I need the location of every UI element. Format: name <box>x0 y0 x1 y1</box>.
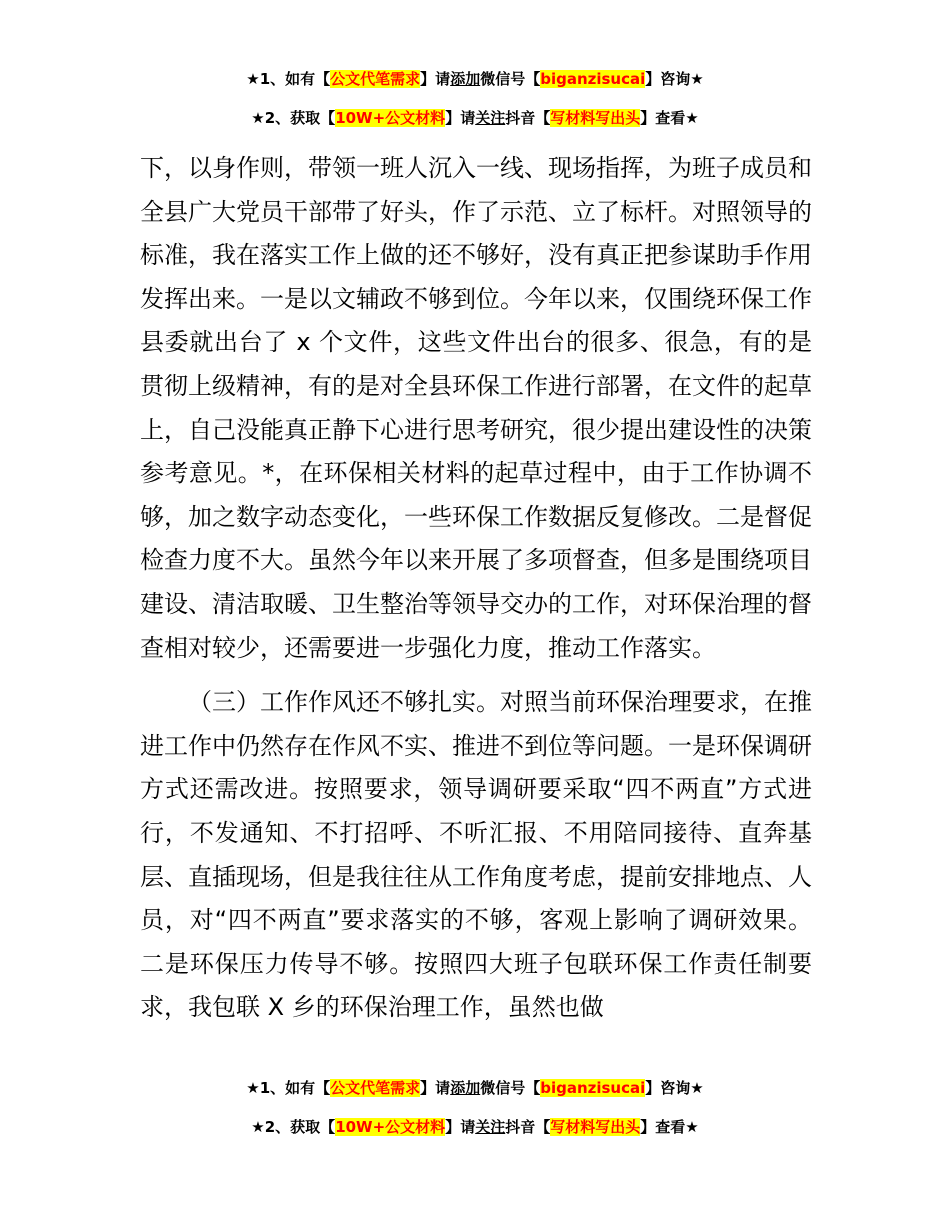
paragraph-2: （三）工作作风还不够扎实。对照当前环保治理要求，在推进工作中仍然存在作风不实、推进不到位等问题。一是环保调研方式还需改进。按照要求，领导调研要采取“四不两直”方式进行，不发通知、不打招呼、不听汇报、不用陪同接待、直奔基层、直插现场，但是我往往从工作角度考虑，提前安排地点、人员，对“四不两直”要求落实的不够，客观上影响了调研效果。二是环保压力传导不够。按照四大班子包联环保工作责任制要求，我包联 X 乡的环保治理工作，虽然也做 <box>140 688 812 1022</box>
footer-banner-line-2: ★2、获取【10W+公文材料】请关注抖音【写材料写出头】查看★ <box>251 1118 699 1136</box>
footer-banner-line-1: ★1、如有【公文代笔需求】请添加微信号【biganzisucai】咨询★ <box>246 1079 704 1097</box>
paragraph-1: 下，以身作则，带领一班人沉入一线、现场指挥，为班子成员和全县广大党员干部带了好头，作了示范、立了标杆。对照领导的标准，我在落实工作上做的还不够好，没有真正把参谋助手作用发挥出来。一是以文辅政不够到位。今年以来，仅围绕环保工作县委就出台了 x 个文件，这些文件出台的很多、很急，有的是贯彻上级精神，有的是对全县环保工作进行部署，在文件的起草上，自己没能真正静下心进行思考研究，很少提出建设性的决策参考意见。*，在环保相关材料的起草过程中，由于工作协调不够，加之数字动态变化，一些环保工作数据反复修改。二是督促检查力度不大。虽然今年以来开展了多项督查，但多是围绕项目建设、清洁取暖、卫生整治等领导交办的工作，对环保治理的督查相对较少，还需要进一步强化力度，推动工作落实。 <box>140 154 812 662</box>
header-banner-line-2: ★2、获取【10W+公文材料】请关注抖音【写材料写出头】查看★ <box>251 109 699 127</box>
header-banner-line-1: ★1、如有【公文代笔需求】请添加微信号【biganzisucai】咨询★ <box>246 70 704 88</box>
document-body <box>140 147 812 1030</box>
